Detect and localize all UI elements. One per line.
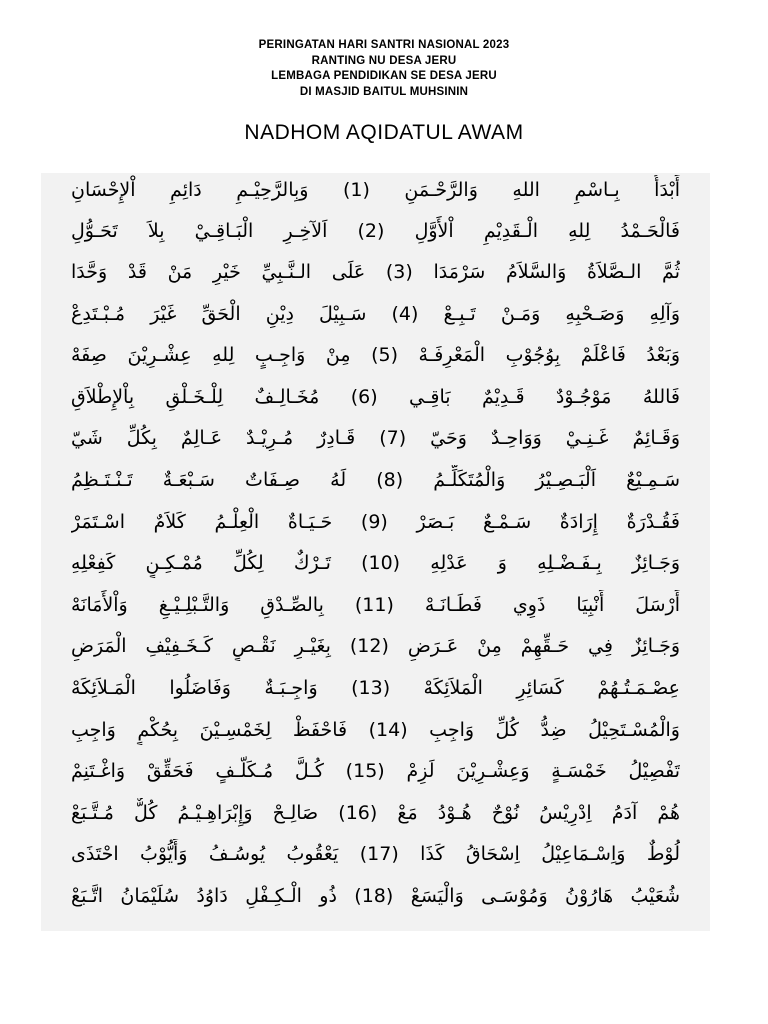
header-line-branch: RANTING NU DESA JERU	[311, 54, 457, 67]
verse-line: تَفْصِيْلُ خَمْسَـةٍ وَعِشْـرِيْنَ لَزِمْ (15) كُـلَّ مُـكَلَّـفٍ فَحَقِّقْ وَاغْـتَنِمْ	[71, 760, 680, 782]
verse-line: فَقُـدْرَةٌ إِرَادَةٌ سَـمْـعٌ بَـصَرْ (9) حَـيَـاةٌ الْعِلْـمُ كَلاَمٌ اسْـتَمَرْ	[71, 511, 680, 533]
verse-line: وَقَـائِمٌ غَـنِـيْ وَوَاحِـدٌ وَحَيّ (7) قَـادِرٌ مُـرِيْـدٌ عَـالِمٌ بِكُلِّ شَيّ	[71, 427, 680, 449]
verse-line: ثُمَّ الـصَّلاَةُ وَالسَّلاَمُ سَرْمَدَا (3) عَلَى الـنَّـبِيِّ خَيْرِ مَنْ قَدْ وَحَّدَا	[71, 261, 680, 283]
header-line-institution: LEMBAGA PENDIDIKAN SE DESA JERU	[271, 70, 497, 82]
verse-line: لُوْطٌ وَاِسْـمَاعِيْلُ اِسْحَاقُ كَذَا (17) يَعْقُوبُ يُوسُـفُ وَأَيُّوْبُ احْتَذَى	[71, 843, 680, 865]
verse-line: وَجَـائِزٌ بِـفَـضْـلِهِ وَ عَدْلِهِ (10) تَـرْكٌ لِكُلِّ مُمْـكِـنٍ كَفِعْلِهِ	[71, 552, 680, 574]
verse-line: فَاللهُ مَوْجُـوْدٌ قَـدِيْمٌ بَاقِـي (6) مُخَـالِـفٌ لِلْـخَـلْقِ بِاْلإِطْلاَقِ	[71, 386, 680, 408]
verse-line: سَـمِـيْعٌ اَلْبَـصِـيْرُ وَالْمُتَكَلِّـمُ (8) لَهُ صِـفَاتٌ سَـبْعَـةٌ تَـنْـتَـظِمُ	[71, 469, 680, 491]
header-line-venue: DI MASJID BAITUL MUHSININ	[299, 85, 469, 98]
verse-line: هُمْ آدَمُ اِدْرِيْسُ نُوْحٌ هُـوْدُ مَعْ (16) صَالِـحْ وَإِبْرَاهِـيْـمُ كُلٌّ مُـتَّـبَعْ	[71, 802, 680, 824]
document-header	[0, 38, 768, 100]
verse-line: وَآلِهِ وَصَـحْبِهِ وَمَـنْ تَـبِـعْ (4) سَـبِيْلَ دِيْنِ الْحَقِّ غَيْرَ مُـبْـتَدِعْ	[71, 303, 680, 325]
verse-line: أَبْدَأُ بِـاسْمِ اللهِ وَالرَّحْـمَنِ (1) وَبِالرَّحِيْـمِ دَائِمِ اْلإِحْسَانِ	[71, 179, 680, 201]
verse-line: فَالْحَـمْدُ لِلهِ الْـقَدِيْمِ اْلأَوَّلِ (2) اَلآخِـرِ الْبَـاقِـيْ بِلاَ تَحَـوُّلِ	[71, 220, 680, 242]
verse-line: وَالْمُسْـتَحِيْلُ ضِدُّ كُلِّ وَاجِبِ (14) فَاحْفَظْ لِخَمْسِـيْنَ بِحُكْمٍ وَاجِبِ	[71, 719, 680, 741]
verse-line: وَبَعْدُ فَاعْلَمْ بِوُجُوْبِ الْمَعْرِفَـهْ (5) مِنْ وَاجِـبٍ لِلهِ عِشْـرِيْنَ صِفَهْ	[71, 344, 680, 366]
verse-panel	[41, 173, 710, 931]
document-title: NADHOM AQIDATUL AWAM	[244, 121, 524, 144]
verse-line: وَجَـائِزٌ فِي حَـقِّهِمْ مِنْ عَـرَضِ (12) بِغَيْـرِ نَقْـصٍ كَـخَـفِيْفِ الْمَرَضِ	[71, 635, 680, 657]
header-line-event: PERINGATAN HARI SANTRI NASIONAL 2023	[258, 39, 510, 51]
verse-line: عِصْـمَـتُـهُمْ كَسَائِرِ الْمَلاَئِكَهْ (13) وَاجِـبَـةٌ وَفَاضَلُوا الْمَـلاَئِكَهْ	[71, 677, 680, 699]
verse-line: أَرْسَلَ أَنْبِيَا ذَوِي فَطَـانَـهْ (11) بِالصِّـدْقِ وَالتَّـبْلِـيْـغِ وَاْلأَمَانَهْ	[71, 594, 680, 616]
verse-line: شُعَيْبُ هَارُوْنُ وَمُوْسَـى وَالْيَسَعْ (18) ذُو الْـكِـفْلِ دَاوُدُ سُلَيْمَانُ اتَّـبَعْ	[71, 885, 680, 907]
